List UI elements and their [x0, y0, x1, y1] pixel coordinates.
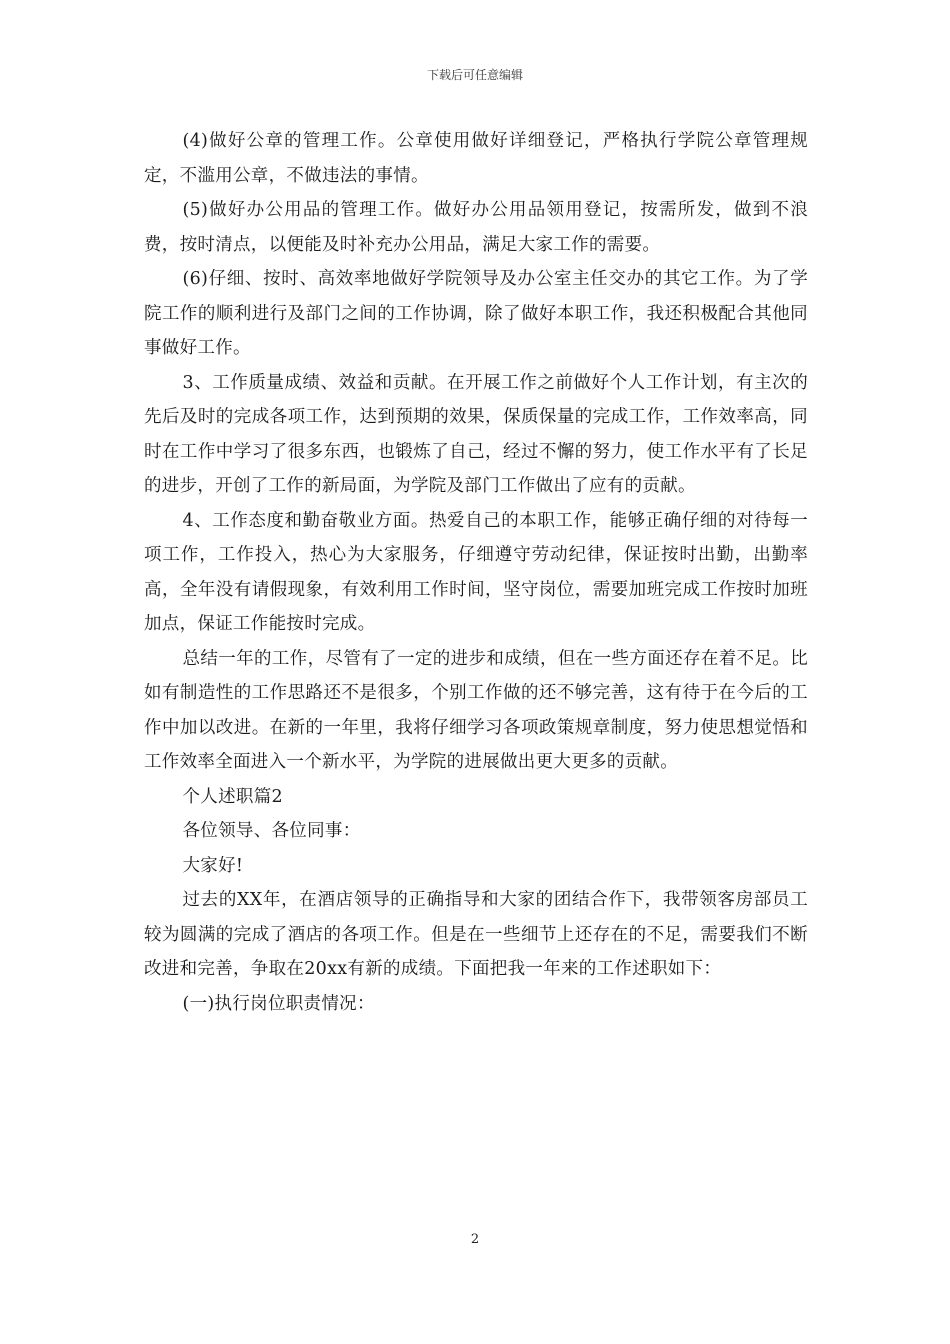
page-number: 2	[470, 1232, 480, 1247]
paragraph-assigned-tasks: (6)仔细、按时、高效率地做好学院领导及办公室主任交办的其它工作。为了学院工作的顺利进行及部门之间的工作协调，除了做好本职工作，我还积极配合其他同事做好工作。	[144, 269, 808, 358]
subsection-heading: (一)执行岗位职责情况：	[182, 993, 375, 1014]
paragraph-work-attitude: 4、工作态度和勤奋敬业方面。热爱自己的本职工作，能够正确仔细的对待每一项工作，工作投入，热心为大家服务，仔细遵守劳动纪律，保证按时出勤，出勤率高，全年没有请假现象，有效利用工作时间，坚守岗位，需要加班完成工作按时加班加点，保证工作能按时完成。	[144, 510, 808, 634]
paragraph-annual-summary: 总结一年的工作，尽管有了一定的进步和成绩，但在一些方面还存在着不足。比如有制造性的工作思路还不是很多，个别工作做的还不够完善，这有待于在今后的工作中加以改进。在新的一年里，我将仔细学习各项政策规章制度，努力使思想觉悟和工作效率全面进入一个新水平，为学院的进展做出更大更多的贡献。	[144, 648, 808, 772]
paragraph-intro: 过去的XX年，在酒店领导的正确指导和大家的团结合作下，我带领客房部员工较为圆满的完成了酒店的各项工作。但是在一些细节上还存在的不足，需要我们不断改进和完善，争取在20xx有新的成绩。下面把我一年来的工作述职如下：	[144, 890, 808, 979]
section-title: 个人述职篇2	[182, 786, 283, 807]
page-header: 下载后可任意编辑	[426, 68, 523, 82]
paragraph-work-quality: 3、工作质量成绩、效益和贡献。在开展工作之前做好个人工作计划，有主次的先后及时的完成各项工作，达到预期的效果，保质保量的完成工作，工作效率高，同时在工作中学习了很多东西，也锻炼了自己，经过不懈的努力，使工作水平有了长足的进步，开创了工作的新局面，为学院及部门工作做出了应有的贡献。	[144, 372, 808, 496]
greeting: 大家好!	[182, 855, 244, 876]
paragraph-office-supplies: (5)做好办公用品的管理工作。做好办公用品领用登记，按需所发，做到不浪费，按时清点，以便能及时补充办公用品，满足大家工作的需要。	[144, 200, 808, 255]
paragraph-seal-management: (4)做好公章的管理工作。公章使用做好详细登记，严格执行学院公章管理规定，不滥用公章，不做违法的事情。	[144, 131, 808, 186]
salutation: 各位领导、各位同事：	[182, 821, 361, 841]
document-body	[144, 124, 808, 1021]
